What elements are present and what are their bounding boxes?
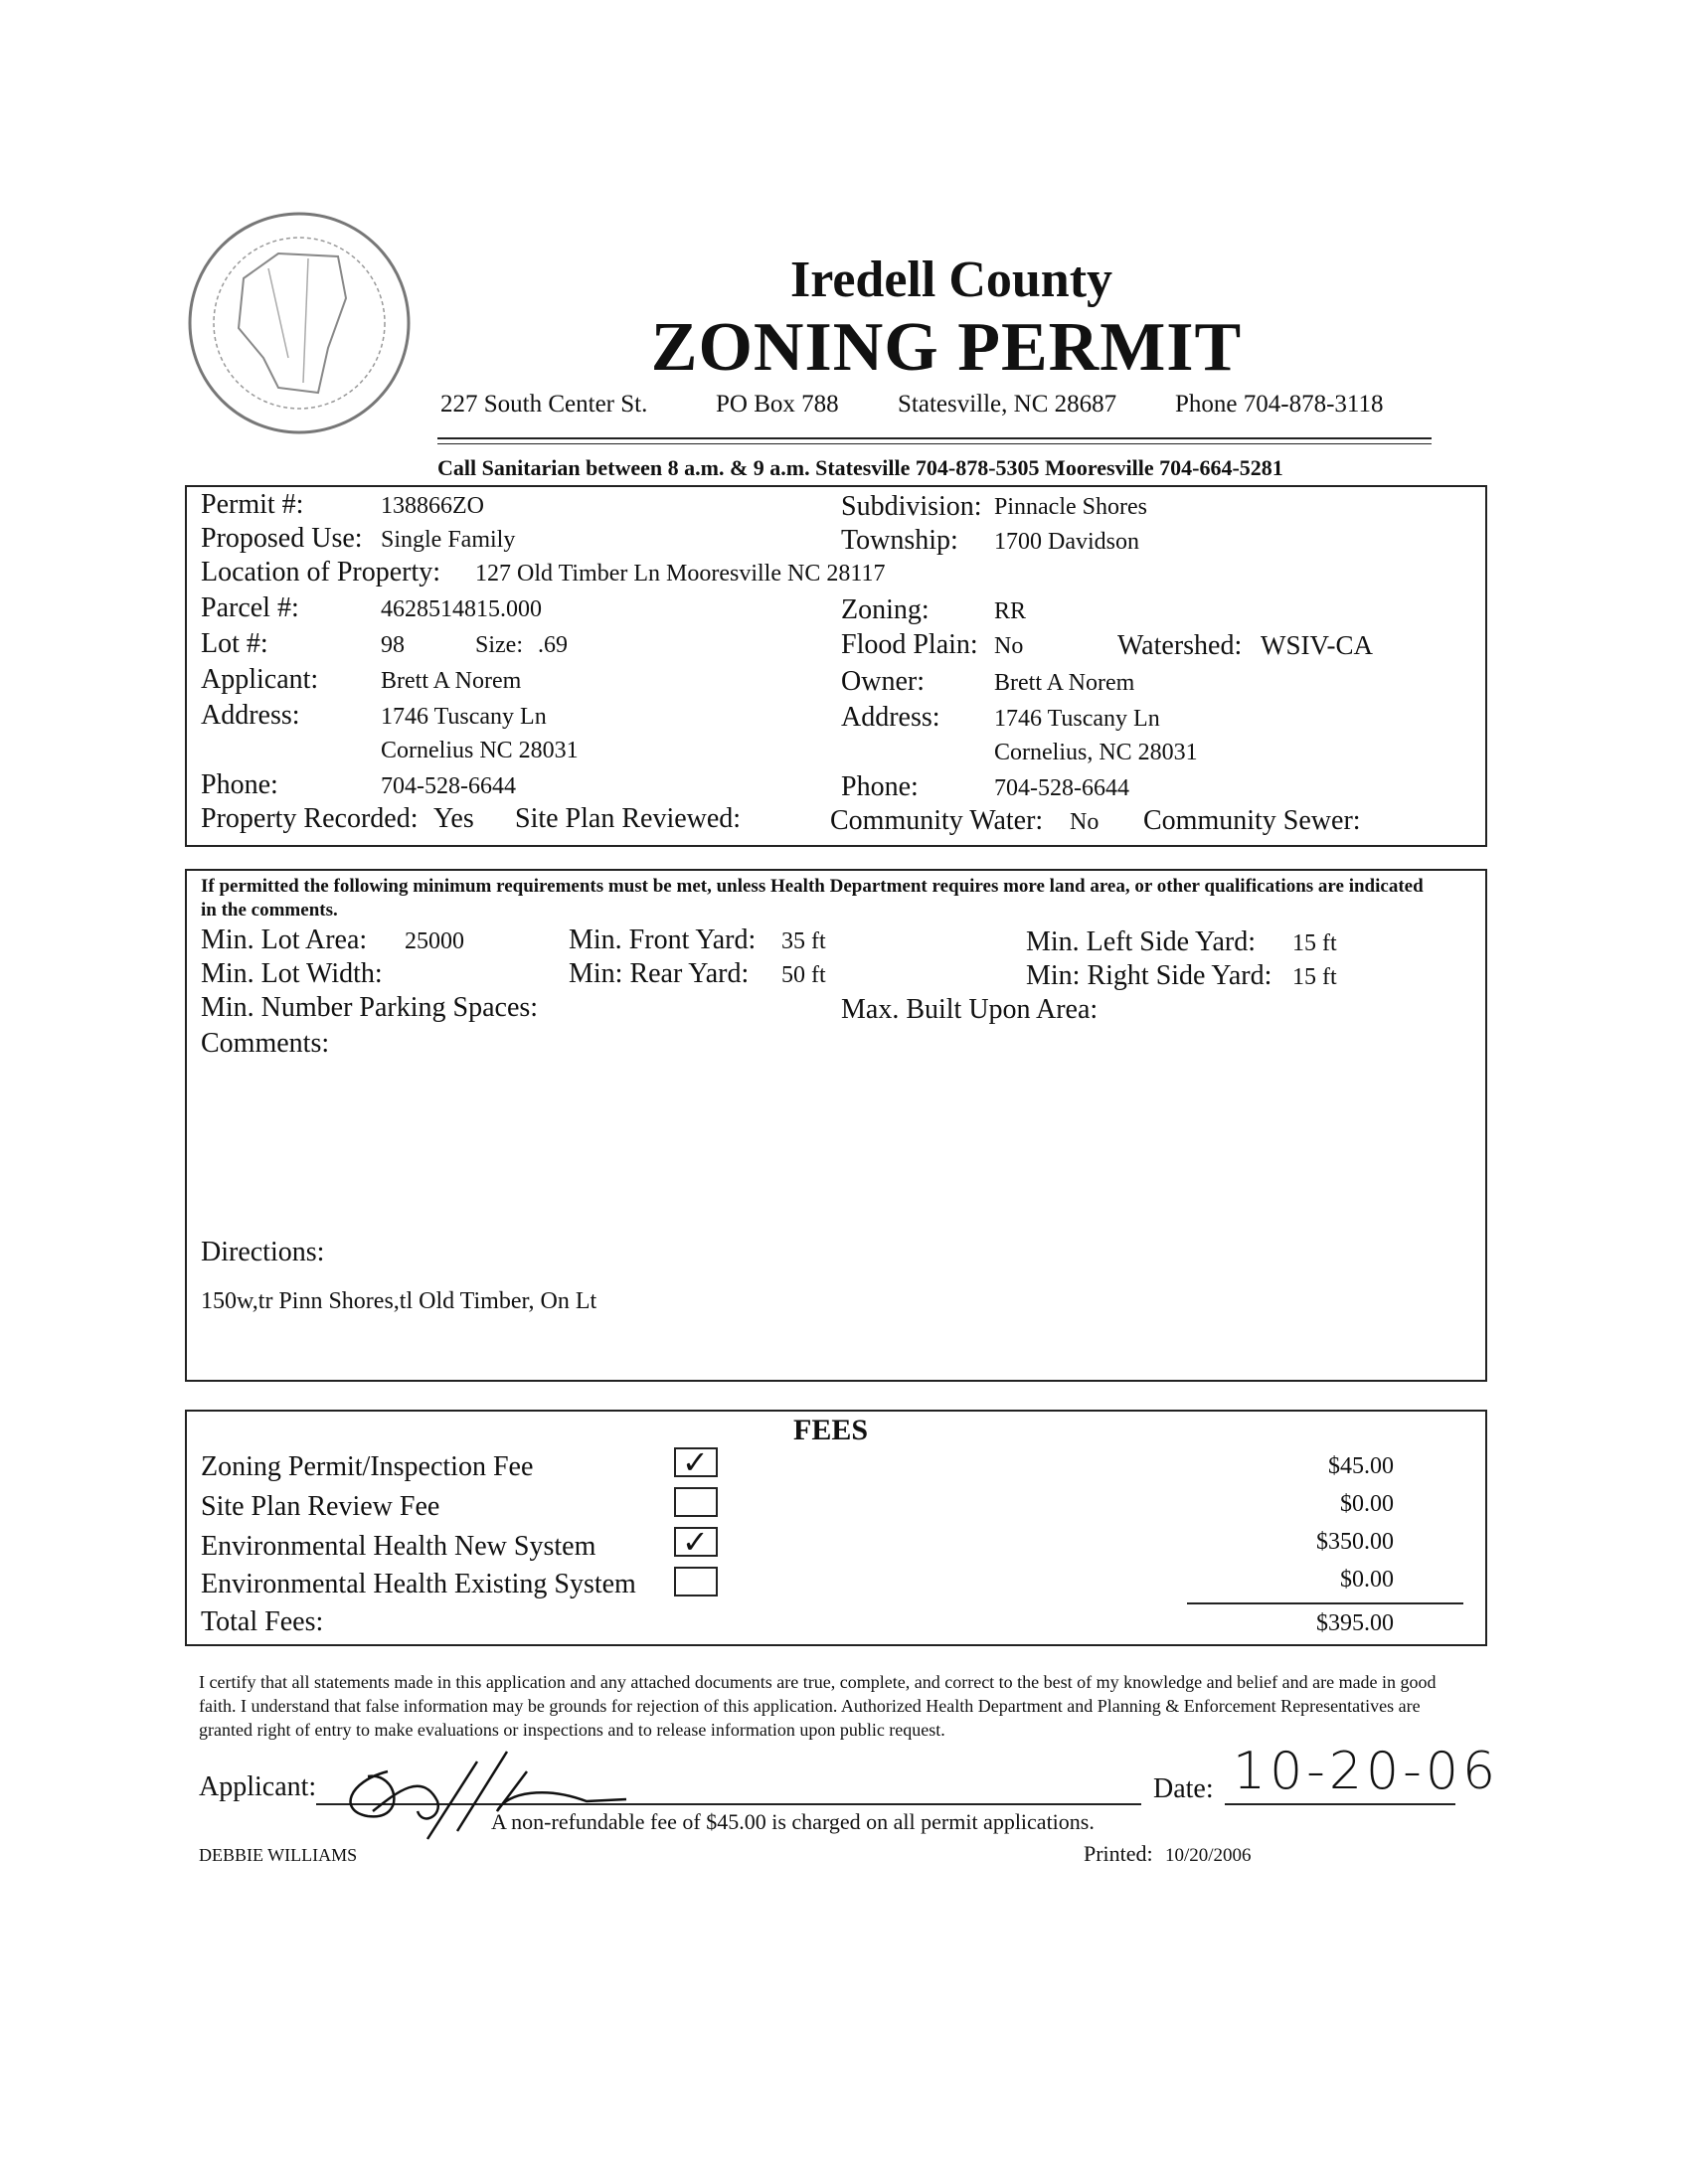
zoning-value: RR bbox=[994, 598, 1027, 624]
non-refundable-fee-note: A non-refundable fee of $45.00 is charged on all permit applications. bbox=[491, 1809, 1095, 1834]
street-address: 227 South Center St. bbox=[440, 391, 648, 418]
zoning-label: Zoning: bbox=[841, 594, 930, 625]
max-built-area-label: Max. Built Upon Area: bbox=[841, 994, 1099, 1025]
lot-label: Lot #: bbox=[201, 628, 268, 659]
min-front-yard-label: Min. Front Yard: bbox=[569, 924, 757, 955]
min-lot-width-label: Min. Lot Width: bbox=[201, 958, 383, 989]
clerk-name: DEBBIE WILLIAMS bbox=[199, 1845, 358, 1865]
owner-address-label: Address: bbox=[841, 702, 940, 733]
owner-label: Owner: bbox=[841, 666, 925, 697]
printed-label: Printed: bbox=[1084, 1841, 1153, 1866]
community-water-label: Community Water: bbox=[830, 805, 1044, 836]
min-lot-area-label: Min. Lot Area: bbox=[201, 924, 368, 955]
subdivision-value: Pinnacle Shores bbox=[994, 494, 1147, 520]
fee-amount: $45.00 bbox=[1328, 1453, 1394, 1479]
township-label: Township: bbox=[841, 525, 958, 556]
applicant-address-line1: 1746 Tuscany Ln bbox=[381, 704, 547, 730]
applicant-address-line2: Cornelius NC 28031 bbox=[381, 738, 579, 763]
fee-label: Environmental Health Existing System bbox=[201, 1569, 636, 1599]
certification-text: I certify that all statements made in this application and any attached documents are true, complete, and correct to the best of my knowledge and belief and are made in good faith. I understand that false information may be grounds for rejection of this application. Authorized Health Department and Planning & Enforcement Representatives are granted right of entry to make evaluations or inspections and to release information upon public request. bbox=[199, 1672, 1437, 1740]
requirements-note: If permitted the following minimum requirements must be met, unless Health Department requires more land area, or other qualifications are indicated in the comments. bbox=[201, 876, 1424, 921]
county-name: Iredell County bbox=[789, 252, 1113, 308]
permit-number: 138866ZO bbox=[381, 493, 484, 519]
watershed-value: WSIV-CA bbox=[1261, 630, 1374, 660]
comments-label: Comments: bbox=[201, 1028, 330, 1059]
min-left-side-yard-value: 15 ft bbox=[1292, 930, 1337, 956]
fee-checkbox[interactable] bbox=[674, 1523, 718, 1561]
size-value: .69 bbox=[538, 632, 568, 658]
parking-spaces-label: Min. Number Parking Spaces: bbox=[201, 992, 539, 1023]
date-line bbox=[1225, 1803, 1455, 1805]
community-water-value: No bbox=[1070, 809, 1100, 835]
owner-phone-label: Phone: bbox=[841, 771, 919, 802]
min-rear-yard-label: Min: Rear Yard: bbox=[569, 958, 750, 989]
owner-address-line1: 1746 Tuscany Ln bbox=[994, 706, 1160, 732]
parcel-value: 4628514815.000 bbox=[381, 596, 542, 622]
sanitarian-notice: Call Sanitarian between 8 a.m. & 9 a.m. Statesville 704-878-5305 Mooresville 704-664-5281 bbox=[437, 455, 1283, 480]
proposed-use-value: Single Family bbox=[381, 527, 516, 553]
owner-address-line2: Cornelius, NC 28031 bbox=[994, 740, 1198, 765]
fee-checkbox[interactable] bbox=[674, 1567, 718, 1596]
fee-amount: $0.00 bbox=[1340, 1491, 1394, 1517]
total-fees-amount: $395.00 bbox=[1316, 1610, 1394, 1636]
office-phone: Phone 704-878-3118 bbox=[1175, 391, 1384, 418]
directions-label: Directions: bbox=[201, 1237, 325, 1267]
fees-heading: FEES bbox=[793, 1414, 869, 1446]
fee-label: Zoning Permit/Inspection Fee bbox=[201, 1451, 534, 1482]
min-right-side-yard-value: 15 ft bbox=[1292, 964, 1337, 990]
applicant-address-label: Address: bbox=[201, 700, 300, 731]
owner-name: Brett A Norem bbox=[994, 670, 1135, 696]
check-mark-icon: ✓ bbox=[682, 1523, 709, 1561]
min-front-yard-value: 35 ft bbox=[781, 928, 826, 954]
fee-amount: $350.00 bbox=[1316, 1529, 1394, 1555]
header-divider bbox=[437, 437, 1432, 439]
proposed-use-label: Proposed Use: bbox=[201, 523, 363, 554]
fee-label: Site Plan Review Fee bbox=[201, 1491, 440, 1522]
recorded-label: Property Recorded: bbox=[201, 803, 419, 834]
site-plan-reviewed-label: Site Plan Reviewed: bbox=[515, 803, 742, 834]
recorded-value: Yes bbox=[433, 803, 474, 834]
handwritten-date: 10-20-06 bbox=[1233, 1742, 1500, 1801]
printed-date: 10/20/2006 bbox=[1165, 1845, 1252, 1866]
min-lot-area-value: 25000 bbox=[405, 928, 464, 954]
location-label: Location of Property: bbox=[201, 557, 441, 588]
subdivision-label: Subdivision: bbox=[841, 491, 982, 522]
size-label: Size: bbox=[475, 632, 523, 658]
city-address: Statesville, NC 28687 bbox=[898, 391, 1117, 418]
po-box: PO Box 788 bbox=[716, 391, 839, 418]
min-left-side-yard-label: Min. Left Side Yard: bbox=[1026, 926, 1256, 957]
applicant-label: Applicant: bbox=[201, 664, 319, 695]
applicant-signature-label: Applicant: bbox=[199, 1771, 317, 1802]
applicant-phone-label: Phone: bbox=[201, 769, 278, 800]
min-rear-yard-value: 50 ft bbox=[781, 962, 826, 988]
total-fees-label: Total Fees: bbox=[201, 1606, 324, 1637]
location-value: 127 Old Timber Ln Mooresville NC 28117 bbox=[475, 561, 886, 587]
directions-value: 150w,tr Pinn Shores,tl Old Timber, On Lt bbox=[201, 1288, 597, 1314]
watershed-label: Watershed: bbox=[1117, 630, 1243, 661]
fee-label: Environmental Health New System bbox=[201, 1531, 596, 1562]
flood-plain-label: Flood Plain: bbox=[841, 629, 978, 660]
fee-checkbox[interactable] bbox=[674, 1487, 718, 1517]
check-mark-icon: ✓ bbox=[682, 1443, 709, 1481]
min-right-side-yard-label: Min: Right Side Yard: bbox=[1026, 960, 1272, 991]
header-divider-thin bbox=[437, 443, 1432, 444]
lot-value: 98 bbox=[381, 632, 405, 658]
fees-subtotal-rule bbox=[1187, 1602, 1463, 1604]
applicant-name: Brett A Norem bbox=[381, 668, 522, 694]
township-value: 1700 Davidson bbox=[994, 529, 1139, 555]
permit-label: Permit #: bbox=[201, 489, 304, 520]
owner-phone: 704-528-6644 bbox=[994, 775, 1129, 801]
date-label: Date: bbox=[1153, 1773, 1214, 1804]
page-title: ZONING PERMIT bbox=[650, 309, 1243, 386]
fee-checkbox[interactable] bbox=[674, 1443, 718, 1481]
applicant-phone: 704-528-6644 bbox=[381, 773, 516, 799]
flood-plain-value: No bbox=[994, 633, 1024, 659]
fee-amount: $0.00 bbox=[1340, 1567, 1394, 1593]
parcel-label: Parcel #: bbox=[201, 592, 299, 623]
community-sewer-label: Community Sewer: bbox=[1143, 805, 1361, 836]
